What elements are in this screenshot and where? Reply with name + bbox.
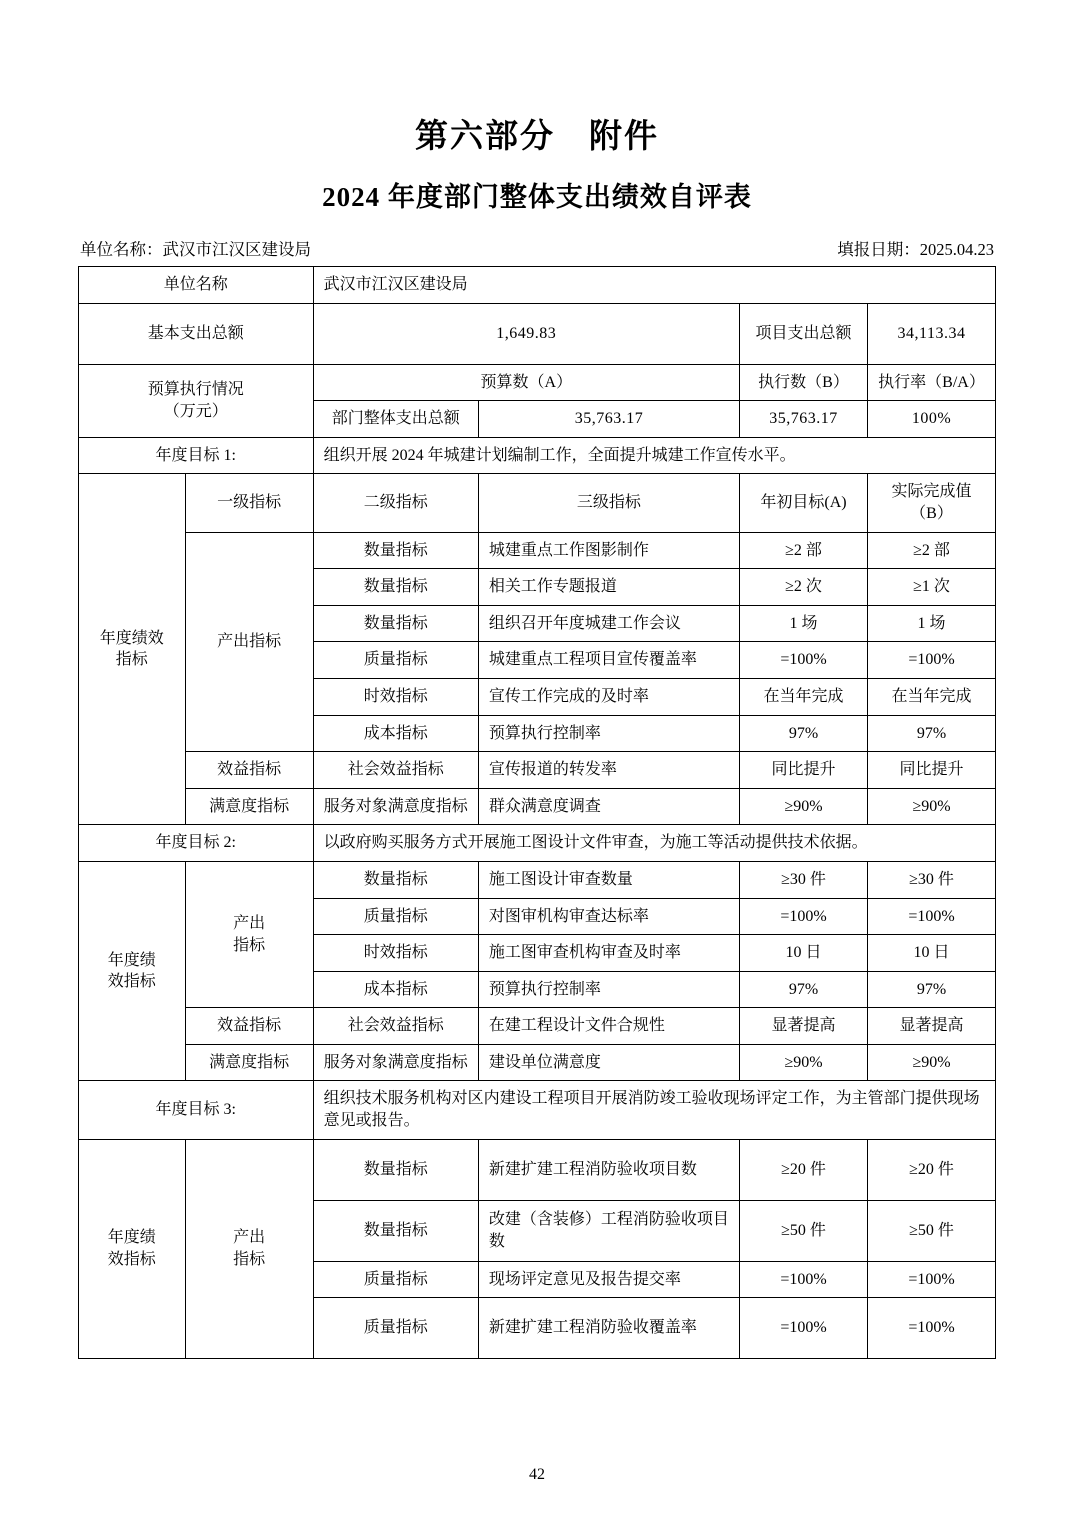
actual-value: =100% bbox=[867, 1261, 995, 1298]
unit-name-value: 武汉市江汉区建设局 bbox=[313, 267, 995, 304]
level3-value: 城建重点工作图影制作 bbox=[478, 532, 739, 569]
actual-value: ≥20 件 bbox=[867, 1139, 995, 1200]
level2-value: 时效指标 bbox=[313, 935, 478, 972]
project-expenditure-value: 34,113.34 bbox=[867, 303, 995, 364]
budget-exec-label-line2: （万元） bbox=[163, 402, 228, 420]
table-row bbox=[79, 364, 996, 401]
basic-expenditure-value: 1,649.83 bbox=[313, 303, 739, 364]
budget-exec-label bbox=[79, 364, 314, 437]
project-expenditure-label: 项目支出总额 bbox=[740, 303, 868, 364]
actual-value: =100% bbox=[867, 1298, 995, 1359]
dept-total-a: 35,763.17 bbox=[478, 401, 739, 438]
target-value: 97% bbox=[740, 715, 868, 752]
actual-value: 同比提升 bbox=[867, 752, 995, 789]
perf-label-line1: 年度绩效 bbox=[99, 629, 164, 647]
target-value: ≥50 件 bbox=[740, 1200, 868, 1261]
actual-value: 在当年完成 bbox=[867, 678, 995, 715]
table-row bbox=[79, 1044, 996, 1081]
level2-value: 质量指标 bbox=[313, 898, 478, 935]
output-label-line2: 指标 bbox=[233, 936, 266, 954]
benefit-indicator-label-2: 效益指标 bbox=[185, 1008, 313, 1045]
output-indicator-label-2 bbox=[185, 861, 313, 1007]
actual-value: =100% bbox=[867, 642, 995, 679]
benefit-indicator-label-1: 效益指标 bbox=[185, 752, 313, 789]
actual-header-line2: （B） bbox=[910, 504, 953, 522]
level2-value: 成本指标 bbox=[313, 715, 478, 752]
level2-header: 二级指标 bbox=[313, 474, 478, 532]
target-value: ≥2 部 bbox=[740, 532, 868, 569]
level2-value: 社会效益指标 bbox=[313, 752, 478, 789]
level3-value: 新建扩建工程消防验收项目数 bbox=[478, 1139, 739, 1200]
actual-value: ≥2 部 bbox=[867, 532, 995, 569]
level3-header: 三级指标 bbox=[478, 474, 739, 532]
target-header: 年初目标(A) bbox=[740, 474, 868, 532]
perf-indicator-label-1 bbox=[79, 474, 186, 825]
actual-value: ≥50 件 bbox=[867, 1200, 995, 1261]
budget-header-a: 预算数（A） bbox=[313, 364, 739, 401]
target-value: 97% bbox=[740, 971, 868, 1008]
level3-value: 城建重点工程项目宣传覆盖率 bbox=[478, 642, 739, 679]
meta-row bbox=[80, 236, 994, 260]
level3-value: 现场评定意见及报告提交率 bbox=[478, 1261, 739, 1298]
level3-value: 建设单位满意度 bbox=[478, 1044, 739, 1081]
level2-value: 质量指标 bbox=[313, 642, 478, 679]
level3-value: 预算执行控制率 bbox=[478, 971, 739, 1008]
target-value: 1 场 bbox=[740, 605, 868, 642]
table-row bbox=[79, 267, 996, 304]
goal3-label: 年度目标 3: bbox=[79, 1081, 314, 1139]
level3-value: 在建工程设计文件合规性 bbox=[478, 1008, 739, 1045]
output-label-line2: 指标 bbox=[233, 1250, 266, 1268]
goal2-label: 年度目标 2: bbox=[79, 825, 314, 862]
table-row bbox=[79, 861, 996, 898]
target-value: =100% bbox=[740, 642, 868, 679]
perf-label-line2: 效指标 bbox=[107, 1250, 156, 1268]
perf-label-line2: 效指标 bbox=[107, 973, 156, 991]
budget-exec-label-line1: 预算执行情况 bbox=[147, 381, 244, 399]
budget-header-b: 执行数（B） bbox=[740, 364, 868, 401]
level2-value: 数量指标 bbox=[313, 1200, 478, 1261]
level1-header: 一级指标 bbox=[185, 474, 313, 532]
table-row bbox=[79, 752, 996, 789]
perf-indicator-label-2 bbox=[79, 861, 186, 1081]
level3-value: 相关工作专题报道 bbox=[478, 569, 739, 606]
target-value: =100% bbox=[740, 898, 868, 935]
page-number: 42 bbox=[529, 1466, 545, 1483]
level2-value: 成本指标 bbox=[313, 971, 478, 1008]
level3-value: 宣传报道的转发率 bbox=[478, 752, 739, 789]
level2-value: 服务对象满意度指标 bbox=[313, 788, 478, 825]
level3-value: 宣传工作完成的及时率 bbox=[478, 678, 739, 715]
unit-name-label: 单位名称 bbox=[79, 267, 314, 304]
page-title bbox=[78, 110, 996, 157]
level2-value: 数量指标 bbox=[313, 861, 478, 898]
goal1-text: 组织开展 2024 年城建计划编制工作，全面提升城建工作宣传水平。 bbox=[313, 437, 995, 474]
level2-value: 数量指标 bbox=[313, 569, 478, 606]
dept-total-ba: 100% bbox=[867, 401, 995, 438]
table-row bbox=[79, 825, 996, 862]
actual-value: 97% bbox=[867, 715, 995, 752]
level3-value: 群众满意度调查 bbox=[478, 788, 739, 825]
level3-value: 对图审机构审查达标率 bbox=[478, 898, 739, 935]
actual-header bbox=[867, 474, 995, 532]
perf-label-line1: 年度绩 bbox=[107, 1229, 156, 1247]
level3-value: 施工图审查机构审查及时率 bbox=[478, 935, 739, 972]
table-row bbox=[79, 1081, 996, 1139]
table-row bbox=[79, 303, 996, 364]
level3-value: 施工图设计审查数量 bbox=[478, 861, 739, 898]
level2-value: 数量指标 bbox=[313, 532, 478, 569]
actual-value: 1 场 bbox=[867, 605, 995, 642]
actual-value: ≥90% bbox=[867, 1044, 995, 1081]
table-row bbox=[79, 788, 996, 825]
target-value: ≥90% bbox=[740, 1044, 868, 1081]
table-row bbox=[79, 474, 996, 532]
part-title-main: 第六部分 bbox=[415, 119, 555, 155]
perf-label-line1: 年度绩 bbox=[107, 951, 156, 969]
satisfaction-indicator-label-1: 满意度指标 bbox=[185, 788, 313, 825]
level2-value: 数量指标 bbox=[313, 1139, 478, 1200]
level2-value: 质量指标 bbox=[313, 1298, 478, 1359]
level2-value: 数量指标 bbox=[313, 605, 478, 642]
actual-value: 10 日 bbox=[867, 935, 995, 972]
goal3-text: 组织技术服务机构对区内建设工程项目开展消防竣工验收现场评定工作，为主管部门提供现场意见或报告。 bbox=[313, 1081, 995, 1139]
level2-value: 服务对象满意度指标 bbox=[313, 1044, 478, 1081]
target-value: =100% bbox=[740, 1298, 868, 1359]
target-value: ≥30 件 bbox=[740, 861, 868, 898]
goal1-label: 年度目标 1: bbox=[79, 437, 314, 474]
actual-value: ≥1 次 bbox=[867, 569, 995, 606]
perf-label-line2: 指标 bbox=[115, 651, 148, 669]
level2-value: 社会效益指标 bbox=[313, 1008, 478, 1045]
target-value: 显著提高 bbox=[740, 1008, 868, 1045]
target-value: ≥2 次 bbox=[740, 569, 868, 606]
output-label-line1: 产出 bbox=[233, 915, 266, 932]
level2-value: 时效指标 bbox=[313, 678, 478, 715]
perf-indicator-label-3 bbox=[79, 1139, 186, 1359]
dept-total-label: 部门整体支出总额 bbox=[313, 401, 478, 438]
table-row bbox=[79, 532, 996, 569]
target-value: 在当年完成 bbox=[740, 678, 868, 715]
table-row bbox=[79, 1139, 996, 1200]
actual-value: 显著提高 bbox=[867, 1008, 995, 1045]
performance-table bbox=[78, 266, 996, 1359]
satisfaction-indicator-label-2: 满意度指标 bbox=[185, 1044, 313, 1081]
level2-value: 质量指标 bbox=[313, 1261, 478, 1298]
target-value: =100% bbox=[740, 1261, 868, 1298]
table-row bbox=[79, 1008, 996, 1045]
output-indicator-label-1: 产出指标 bbox=[185, 532, 313, 752]
target-value: ≥20 件 bbox=[740, 1139, 868, 1200]
output-indicator-label-3 bbox=[185, 1139, 313, 1359]
report-date-meta: 填报日期：2025.04.23 bbox=[837, 240, 994, 259]
target-value: 同比提升 bbox=[740, 752, 868, 789]
actual-value: =100% bbox=[867, 898, 995, 935]
actual-header-line1: 实际完成值 bbox=[891, 483, 972, 501]
level3-value: 改建（含装修）工程消防验收项目数 bbox=[478, 1200, 739, 1261]
report-title: 2024 年度部门整体支出绩效自评表 bbox=[322, 182, 752, 212]
goal2-text: 以政府购买服务方式开展施工图设计文件审查，为施工等活动提供技术依据。 bbox=[313, 825, 995, 862]
target-value: ≥90% bbox=[740, 788, 868, 825]
part-title-sub: 附件 bbox=[589, 119, 659, 155]
dept-total-b: 35,763.17 bbox=[740, 401, 868, 438]
actual-value: 97% bbox=[867, 971, 995, 1008]
level3-value: 预算执行控制率 bbox=[478, 715, 739, 752]
level3-value: 组织召开年度城建工作会议 bbox=[478, 605, 739, 642]
target-value: 10 日 bbox=[740, 935, 868, 972]
budget-header-ba: 执行率（B/A） bbox=[867, 364, 995, 401]
unit-name-meta: 单位名称：武汉市江汉区建设局 bbox=[80, 240, 311, 259]
actual-value: ≥30 件 bbox=[867, 861, 995, 898]
table-row bbox=[79, 437, 996, 474]
output-label-line1: 产出 bbox=[233, 1229, 266, 1247]
level3-value: 新建扩建工程消防验收覆盖率 bbox=[478, 1298, 739, 1359]
basic-expenditure-label: 基本支出总额 bbox=[79, 303, 314, 364]
actual-value: ≥90% bbox=[867, 788, 995, 825]
